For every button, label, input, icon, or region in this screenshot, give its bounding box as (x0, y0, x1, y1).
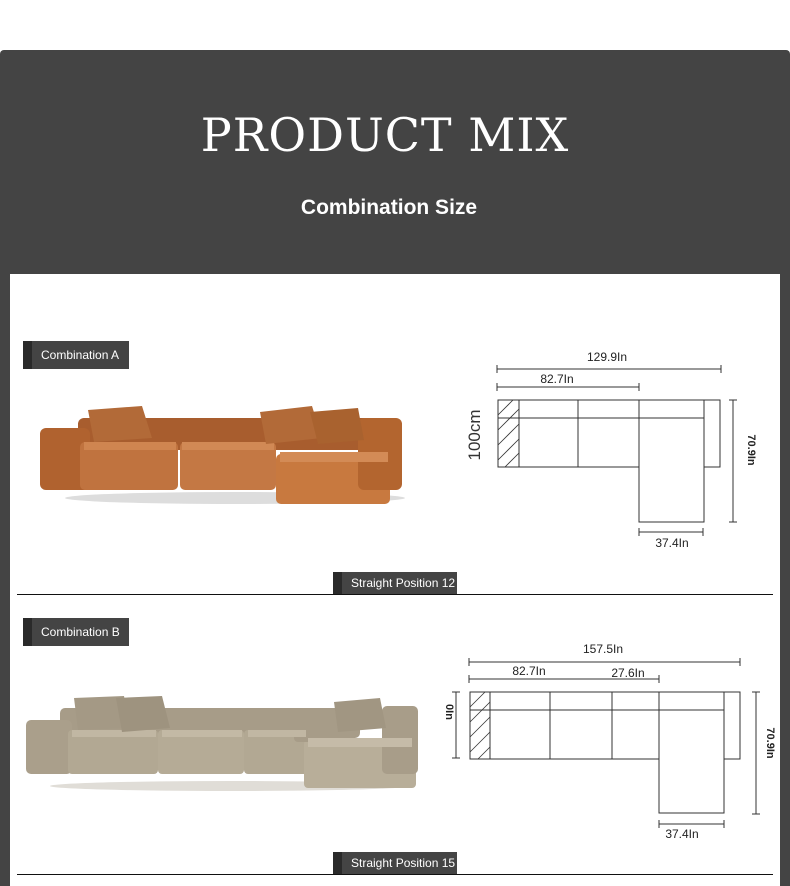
dim-b-straight: 82.7In (512, 664, 546, 678)
page-subtitle: Combination Size (300, 196, 478, 219)
sofa-b-image (20, 690, 425, 795)
dim-a-length: 70.9In (745, 434, 757, 466)
dim-b-depth: 0In (443, 704, 455, 720)
combination-b-footer-tag (333, 852, 457, 874)
divider-a (17, 594, 773, 595)
combination-b-tag (23, 618, 129, 646)
dim-b-middle: 27.6In (611, 666, 645, 680)
combination-b-footer: Straight Position 15 (351, 856, 456, 870)
combination-a-label: Combination A (41, 348, 120, 362)
combination-a-footer: Straight Position 12 (351, 576, 456, 590)
combination-a-footer-tag (333, 572, 457, 594)
combination-b-label: Combination B (41, 625, 120, 639)
combination-a-tag (23, 341, 129, 369)
sofa-a-image (30, 398, 410, 510)
dim-a-total: 129.9In (586, 350, 628, 364)
diagram-a (460, 345, 770, 555)
diagram-b (440, 638, 780, 846)
sofa-a-shape (40, 406, 405, 504)
divider-b (17, 874, 773, 875)
dim-a-straight: 82.7In (540, 372, 574, 386)
sofa-b-shape (26, 696, 418, 791)
dim-b-chaise: 37.4In (665, 827, 699, 841)
dim-b-length: 70.9In (764, 727, 776, 759)
page-title: PRODUCT MIX (200, 108, 570, 162)
dim-a-chaise: 37.4In (655, 536, 689, 550)
dim-b-total: 157.5In (582, 642, 624, 656)
dim-a-depth: 100cm (465, 409, 484, 461)
